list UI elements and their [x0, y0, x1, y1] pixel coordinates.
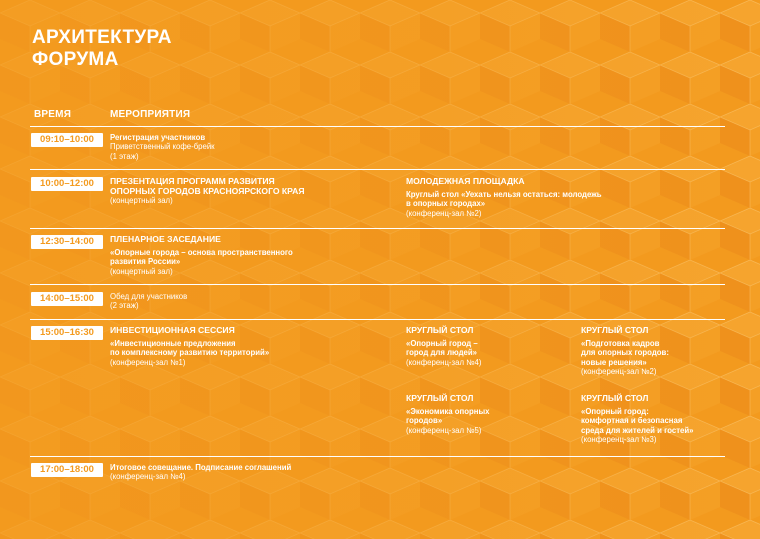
event-lunch — [110, 292, 390, 311]
column-header-events: МЕРОПРИЯТИЯ — [110, 109, 191, 120]
time-badge: 10:00–12:00 — [31, 177, 103, 191]
event-title: ПЛЕНАРНОЕ ЗАСЕДАНИЕ — [110, 234, 221, 244]
title-line-1: АРХИТЕКТУРА — [32, 27, 172, 48]
event-location: (конференц-зал №4) — [406, 357, 482, 367]
event-line: «Инвестиционные предложения — [110, 339, 236, 348]
event-location: (конференц-зал №2) — [406, 208, 482, 218]
event-location: (концертный зал) — [110, 266, 173, 276]
divider — [30, 319, 725, 320]
event-location: (конференц-зал №3) — [581, 434, 657, 444]
event-title: КРУГЛЫЙ СТОЛ — [581, 325, 649, 335]
event-round-table — [406, 325, 566, 367]
event-round-table — [581, 393, 731, 444]
event-presentation — [110, 176, 400, 205]
event-title: Итоговое совещание. Подписание соглашений — [110, 463, 292, 472]
event-location: (концертный зал) — [110, 196, 173, 205]
divider — [30, 456, 725, 457]
event-line: «Экономика опорных — [406, 407, 490, 416]
event-youth-platform — [406, 176, 726, 218]
event-location: (конференц-зал №4) — [110, 472, 186, 482]
divider — [30, 126, 725, 127]
event-line: в опорных городах» — [406, 199, 486, 209]
event-location: (1 этаж) — [110, 151, 139, 161]
event-line: «Опорные города – основа пространственного — [110, 248, 293, 257]
event-title: ПРЕЗЕНТАЦИЯ ПРОГРАММ РАЗВИТИЯ — [110, 176, 275, 186]
divider — [30, 284, 725, 285]
event-line: по комплексному развитию территорий» — [110, 348, 270, 358]
event-line: «Опорный город: — [581, 407, 649, 416]
event-location: (конференц-зал №5) — [406, 425, 482, 435]
column-header-time: ВРЕМЯ — [34, 109, 72, 120]
event-location: (конференц-зал №2) — [581, 366, 657, 376]
divider — [30, 169, 725, 170]
event-line: «Подготовка кадров — [581, 339, 660, 348]
event-line: Круглый стол «Уехать нельзя остаться: молодежь — [406, 190, 602, 199]
time-badge: 14:00–15:00 — [31, 292, 103, 306]
event-line: развития России» — [110, 257, 181, 267]
event-title: МОЛОДЕЖНАЯ ПЛОЩАДКА — [406, 176, 525, 186]
divider — [30, 228, 725, 229]
event-title: КРУГЛЫЙ СТОЛ — [406, 393, 474, 403]
event-line: среда для жителей и гостей» — [581, 425, 694, 435]
event-line: «Опорный город – — [406, 339, 478, 348]
time-badge: 12:30–14:00 — [31, 235, 103, 249]
event-final-meeting — [110, 463, 430, 482]
event-line: комфортная и безопасная — [581, 416, 683, 426]
event-registration — [110, 133, 390, 161]
event-title: Регистрация участников — [110, 133, 206, 142]
event-title: КРУГЛЫЙ СТОЛ — [406, 325, 474, 335]
event-title: КРУГЛЫЙ СТОЛ — [581, 393, 649, 403]
event-title: ИНВЕСТИЦИОННАЯ СЕССИЯ — [110, 325, 235, 335]
event-line: городов» — [406, 416, 443, 426]
page-title — [32, 27, 172, 71]
event-line: город для людей» — [406, 348, 477, 358]
event-location: (2 этаж) — [110, 301, 139, 311]
event-line: для опорных городов: — [581, 348, 669, 358]
event-line: Приветственный кофе-брейк — [110, 142, 215, 152]
title-line-2: ФОРУМА — [32, 49, 119, 70]
event-title: ОПОРНЫХ ГОРОДОВ КРАСНОЯРСКОГО КРАЯ — [110, 186, 305, 196]
event-investment-session — [110, 325, 400, 367]
event-line: новые решения» — [581, 357, 647, 367]
event-round-table — [581, 325, 731, 376]
time-badge: 15:00–16:30 — [31, 326, 103, 340]
time-badge: 09:10–10:00 — [31, 133, 103, 147]
event-title: Обед для участников — [110, 292, 188, 301]
event-location: (конференц-зал №1) — [110, 357, 186, 367]
time-badge: 17:00–18:00 — [31, 463, 103, 477]
event-round-table — [406, 393, 566, 435]
event-plenary — [110, 234, 400, 276]
